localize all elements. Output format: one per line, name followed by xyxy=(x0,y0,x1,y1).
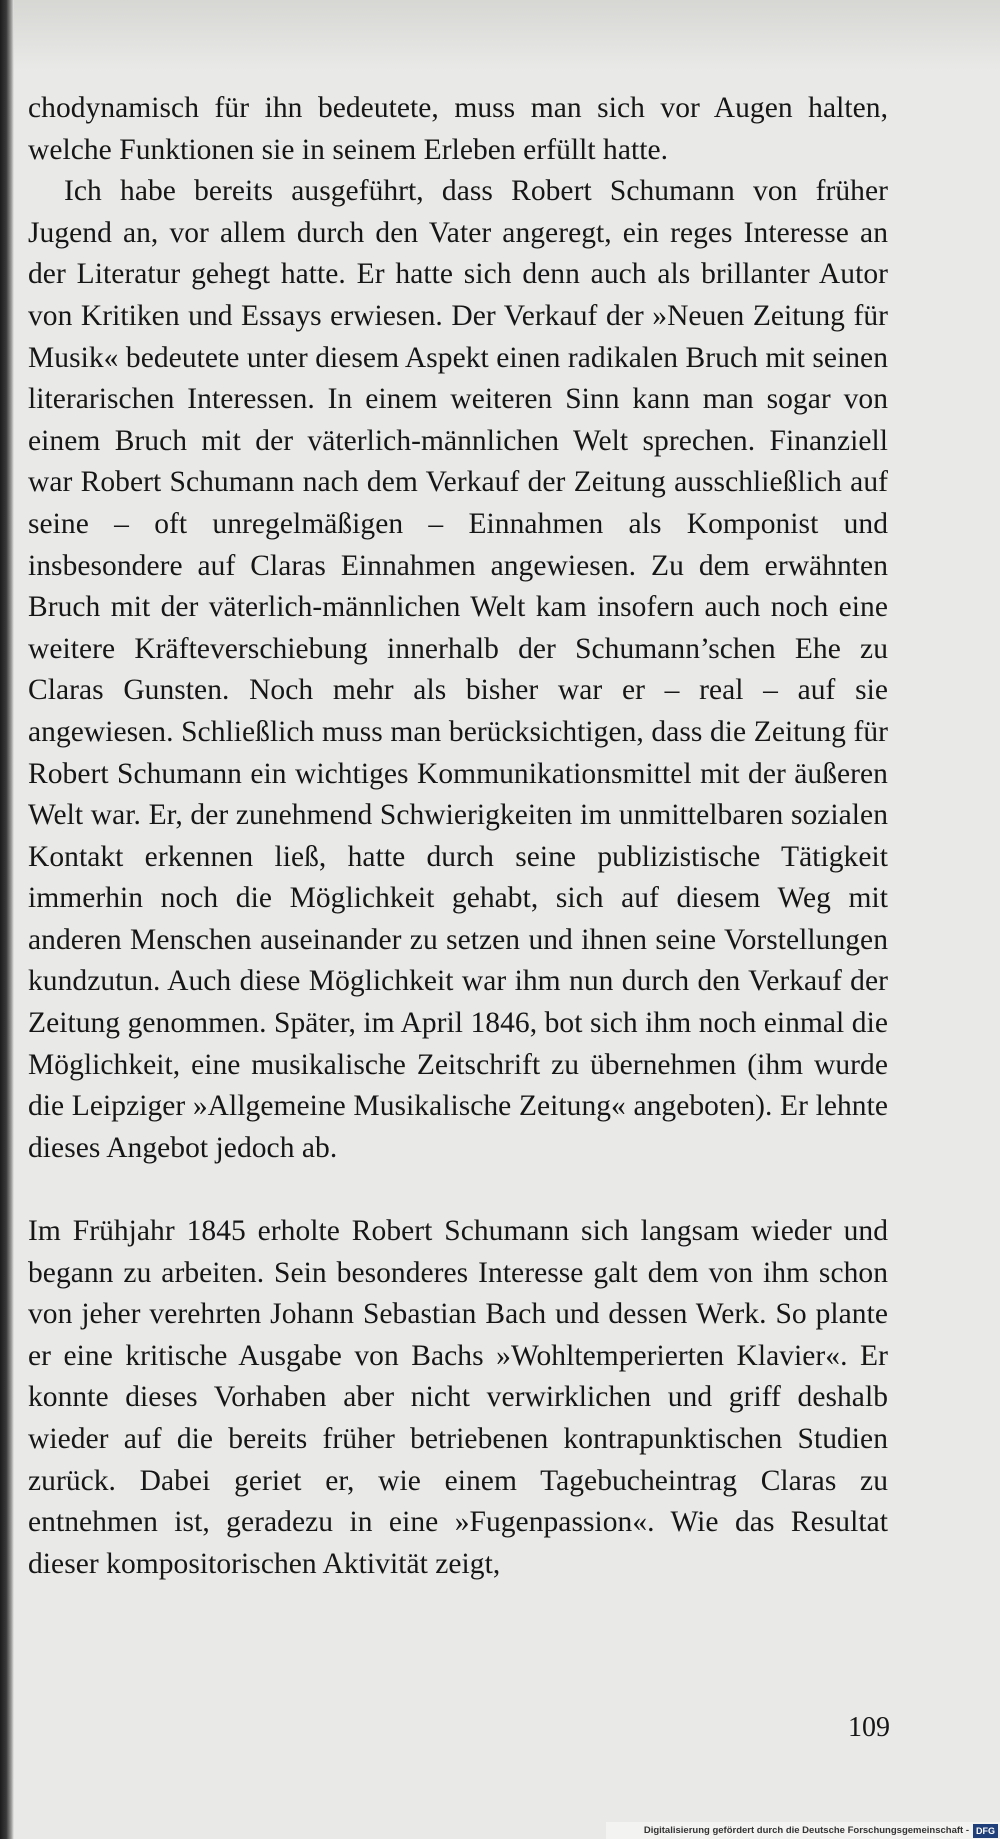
section-break xyxy=(28,1169,888,1211)
digitization-footer xyxy=(606,1822,1000,1839)
page-shading xyxy=(0,0,1000,70)
book-gutter-shadow xyxy=(0,0,14,1839)
paragraph-schumann-literature: Ich habe bereits ausgeführt, dass Robert Schumann von früher Jugend an, vor allem durch den Vater angeregt, ein reges Interesse an der Literatur gehegt hatte. Er hatte sich denn auch als brillanter Autor von Kritiken und Essays erwiesen. Der Verkauf der »Neuen Zeitung für Musik« bedeutete unter diesem Aspekt einen radikalen Bruch mit seinen literarischen Interessen. In einem weiteren Sinn kann man sogar von einem Bruch mit der väterlich-männlichen Welt sprechen. Finanziell war Robert Schumann nach dem Verkauf der Zeitung ausschließlich auf seine – oft unregelmäßigen – Einnahmen als Komponist und insbesondere auf Claras Einnahmen angewiesen. Zu dem erwähnten Bruch mit der väterlich-männlichen Welt kam insofern auch noch eine weitere Kräfteverschiebung innerhalb der Schumann’schen Ehe zu Claras Gunsten. Noch mehr als bisher war er – real – auf sie angewiesen. Schließlich muss man berücksichtigen, dass die Zeitung für Robert Schumann ein wichtiges Kommunikationsmittel mit der äußeren Welt war. Er, der zunehmend Schwierigkeiten im unmittelbaren sozialen Kontakt erkennen ließ, hatte durch seine publizistische Tätigkeit immerhin noch die Möglichkeit gehabt, sich auf diesem Weg mit anderen Menschen auseinander zu setzen und ihnen seine Vorstellungen kundzutun. Auch diese Möglichkeit war ihm nun durch den Verkauf der Zeitung genommen. Später, im April 1846, bot sich ihm noch einmal die Möglichkeit, eine musikalische Zeitschrift zu übernehmen (ihm wurde die Leipziger »Allgemeine Musikalische Zeitung« angeboten). Er lehnte dieses Angebot jedoch ab. xyxy=(28,175,888,1164)
paragraph-continuation: chodynamisch für ihn bedeutete, muss man sich vor Augen halten, welche Funktionen sie in seinem Erleben erfüllt hatte. xyxy=(28,92,888,166)
page-number: 109 xyxy=(848,1712,890,1743)
digitization-credit: Digitalisierung gefördert durch die Deutsche Forschungsgemeinschaft - xyxy=(643,1825,969,1836)
book-page-text xyxy=(28,88,888,1585)
dfg-logo-icon: DFG xyxy=(973,1824,998,1838)
paragraph-spring-1845: Im Frühjahr 1845 erholte Robert Schumann sich langsam wieder und begann zu arbeiten. Sein besonderes Interesse galt dem von ihm schon von jeher verehrten Johann Sebastian Bach und dessen Werk. So plante er eine kritische Ausgabe von Bachs »Wohltemperierten Klavier«. Er konnte dieses Vorhaben aber nicht verwirklichen und griff deshalb wieder auf die bereits früher betriebenen kontrapunktischen Studien zurück. Dabei geriet er, wie einem Tagebucheintrag Claras zu entnehmen ist, geradezu in eine »Fugenpassion«. Wie das Resultat dieser kompositorischen Aktivität zeigt, xyxy=(28,1215,888,1580)
